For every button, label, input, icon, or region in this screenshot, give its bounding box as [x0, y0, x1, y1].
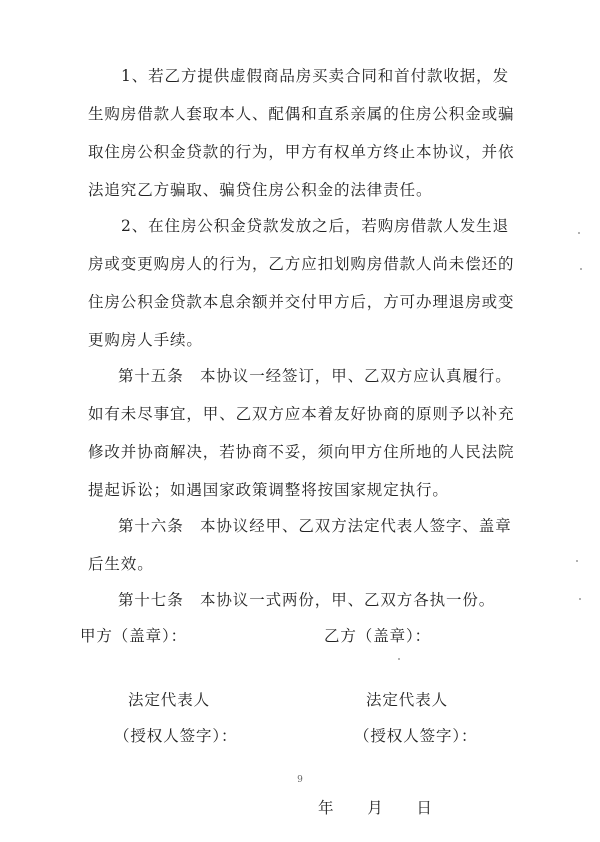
text-line: 第十五条 本协议一经签订，甲、乙双方应认真履行。 [118, 367, 512, 385]
text-line: 第十六条 本协议经甲、乙双方法定代表人签字、盖章 [118, 517, 512, 535]
page-number: 9 [297, 775, 303, 785]
party-b-seal-label: 乙方（盖章）： [324, 627, 432, 645]
text-line: 修改并协商解决，若协商不妥，须向甲方住所地的人民法院 [88, 443, 515, 461]
text-line: 生购房借款人套取本人、配偶和直系亲属的住房公积金或骗 [88, 105, 515, 123]
text-line: 住房公积金贷款本息余额并交付甲方后，方可办理退房或变 [88, 293, 515, 311]
text-line: 后生效。 [88, 555, 154, 573]
scan-speck [578, 232, 580, 234]
party-a-rep-label: 法定代表人 [128, 691, 211, 709]
text-line: 提起诉讼；如遇国家政策调整将按国家规定执行。 [88, 481, 449, 499]
scan-speck [576, 560, 578, 562]
text-line: 2、在住房公积金贷款发放之后，若购房借款人发生退 [121, 217, 509, 235]
party-b-auth-label: （授权人签字）： [354, 727, 478, 745]
text-line: 更购房人手续。 [88, 331, 203, 349]
scan-speck [580, 268, 582, 270]
text-line: 取住房公积金贷款的行为，甲方有权单方终止本协议，并依 [88, 143, 515, 161]
scan-speck [398, 658, 400, 660]
scan-speck [579, 598, 581, 600]
date-line: 年 月 日 [318, 799, 433, 817]
text-line: 第十七条 本协议一式两份，甲、乙双方各执一份。 [118, 591, 496, 609]
text-line: 房或变更购房人的行为，乙方应扣划购房借款人尚未偿还的 [88, 255, 515, 273]
text-line: 法追究乙方骗取、骗贷住房公积金的法律责任。 [88, 181, 433, 199]
text-line: 1、若乙方提供虚假商品房买卖合同和首付款收据，发 [121, 67, 509, 85]
party-a-seal-label: 甲方（盖章）： [80, 627, 188, 645]
party-a-auth-label: （授权人签字）： [114, 727, 238, 745]
party-b-rep-label: 法定代表人 [366, 691, 449, 709]
text-line: 如有未尽事宜，甲、乙双方应本着友好协商的原则予以补充 [88, 405, 515, 423]
